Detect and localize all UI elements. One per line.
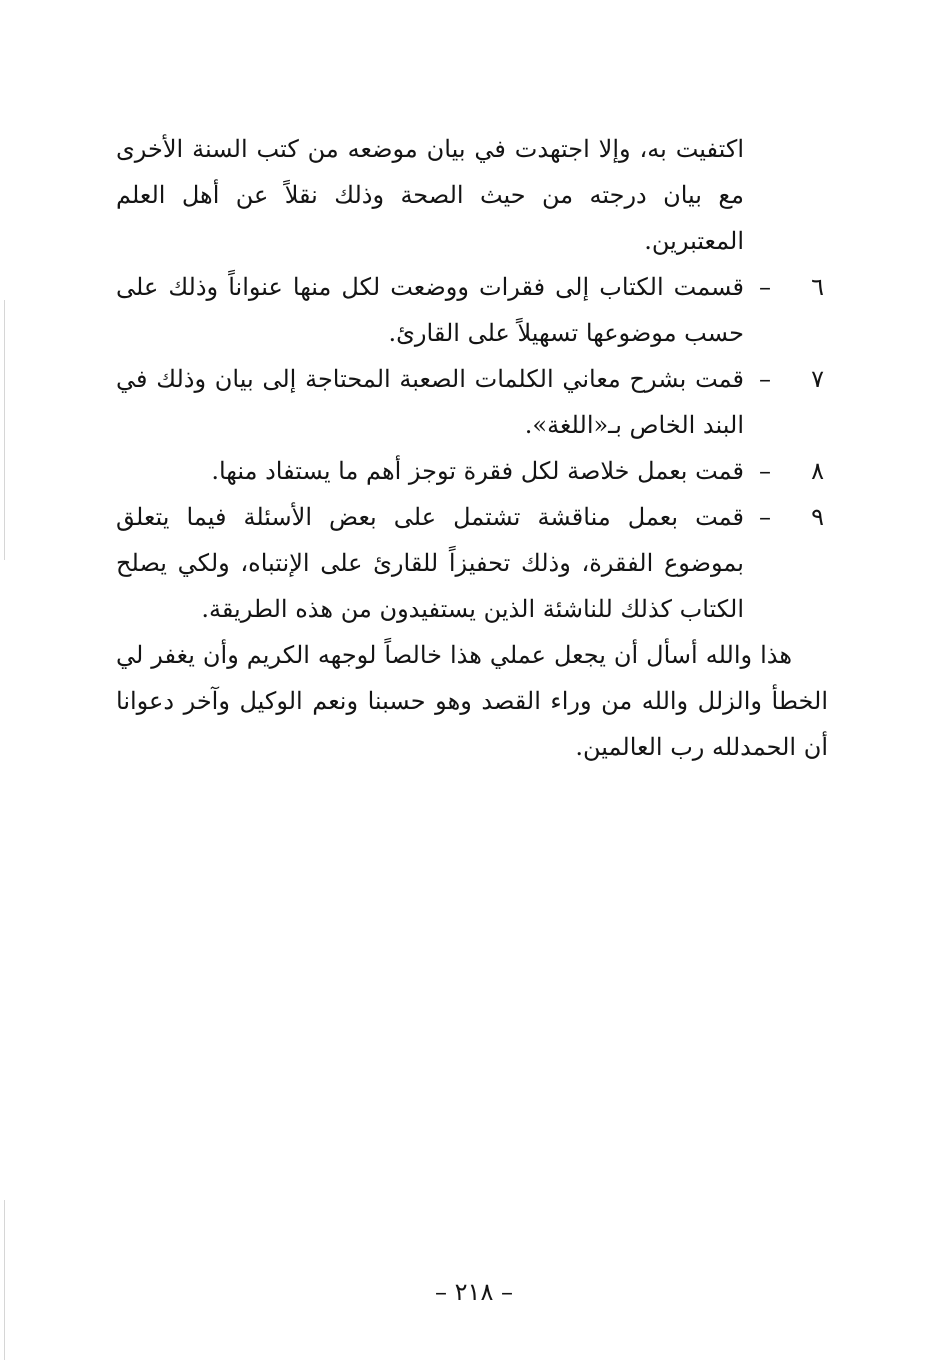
page-number: – ٢١٨ – (435, 1278, 513, 1306)
list-item-text: قمت بعمل خلاصة لكل فقرة توجز أهم ما يستفاد منها. (211, 457, 744, 485)
list-item-dash: – (759, 365, 771, 393)
list-item-text: قمت بشرح معاني الكلمات الصعبة المحتاجة إلى بيان وذلك في البند الخاص بـ«اللغة». (116, 365, 744, 439)
intro-paragraph: اكتفيت به، وإلا اجتهدت في بيان موضعه من كتب السنة الأخرى مع بيان درجته من حيث الصحة وذلك نقلاً عن أهل العلم المعتبرين. (116, 135, 744, 255)
closing-paragraph: هذا والله أسأل أن يجعل عملي هذا خالصاً لوجهه الكريم وأن يغفر لي الخطأ والزلل والله من وراء القصد وهو حسبنا ونعم الوكيل وآخر دعوانا أن الحمدلله رب العالمين. (116, 641, 828, 761)
list-item-8 (116, 448, 824, 494)
list-item-6 (116, 264, 824, 356)
scan-edge-line (4, 1200, 5, 1360)
list-item-number: ٦ (811, 273, 824, 301)
list-item-number: ٧ (811, 365, 824, 393)
list-item-text: قسمت الكتاب إلى فقرات ووضعت لكل منها عنواناً وذلك على حسب موضوعها تسهيلاً على القارئ. (116, 273, 744, 347)
list-item-dash: – (759, 503, 771, 531)
list-item-text: قمت بعمل مناقشة تشتمل على بعض الأسئلة فيما يتعلق بموضوع الفقرة، وذلك تحفيزاً للقارئ على الإنتباه، ولكي يصلح الكتاب كذلك للناشئة الذين يستفيدون من هذه الطريقة. (116, 503, 744, 623)
list-item-7 (116, 356, 824, 448)
list-item-dash: – (759, 273, 771, 301)
scan-edge-line (4, 300, 5, 560)
list-item-number: ٨ (811, 457, 824, 485)
list-item-dash: – (759, 457, 771, 485)
list-item-9 (116, 494, 824, 632)
list-item-number: ٩ (811, 503, 824, 531)
